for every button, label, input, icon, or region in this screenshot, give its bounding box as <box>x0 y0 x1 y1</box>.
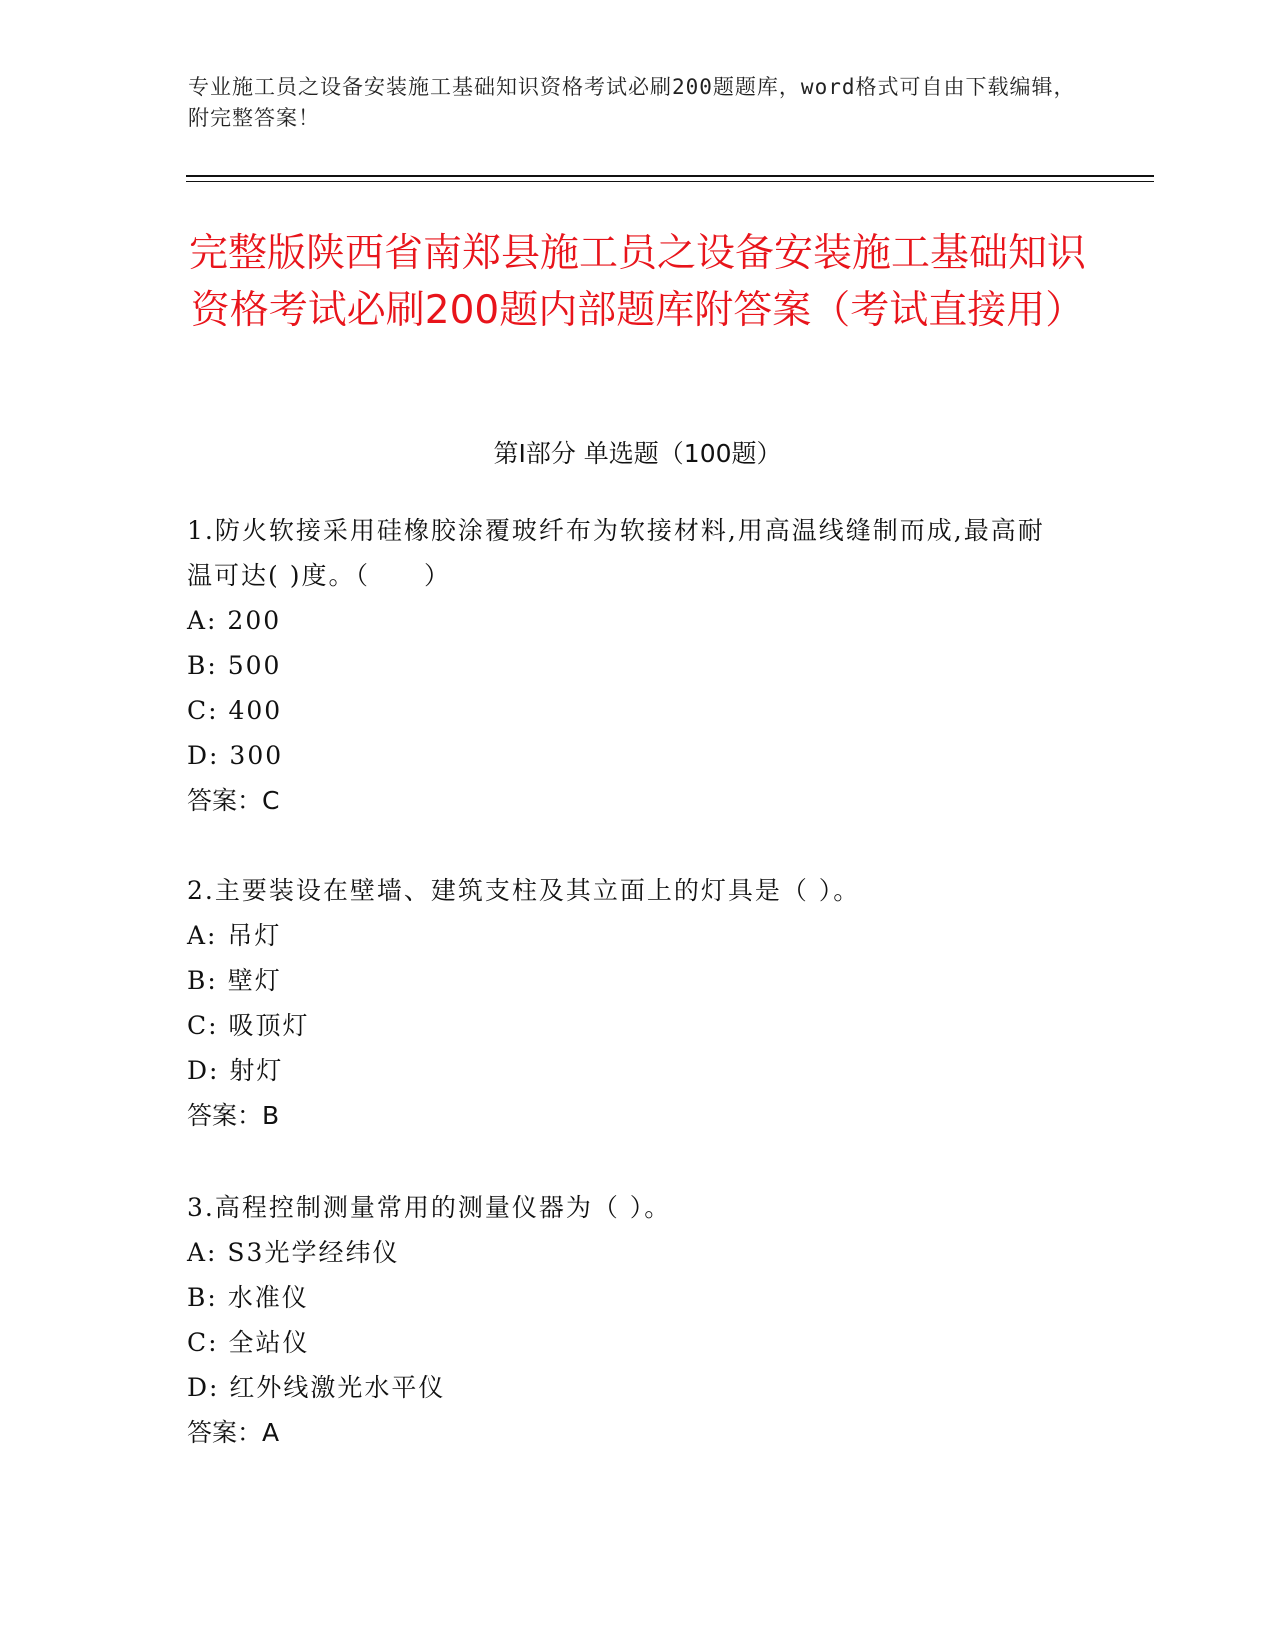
answer: 答案：B <box>187 1101 280 1130</box>
option-c: C: 全站仪 <box>187 1328 310 1357</box>
document-title: 完整版陕西省南郑县施工员之设备安装施工基础知识资格考试必刷200题内部题库附答案（考试直接用） <box>188 231 1086 333</box>
option-a: A: 吊灯 <box>187 921 282 950</box>
question-3 <box>187 1185 1067 1455</box>
section-title: 第Ⅰ部分 单选题（100题） <box>493 439 782 468</box>
answer: 答案：C <box>187 786 280 815</box>
answer: 答案：A <box>187 1418 280 1447</box>
option-b: B: 水准仪 <box>187 1283 309 1312</box>
option-d: D: 射灯 <box>187 1056 284 1085</box>
option-c: C: 400 <box>187 696 283 725</box>
question-stem: 3.高程控制测量常用的测量仪器为（ ）。 <box>187 1193 672 1222</box>
option-d: D: 300 <box>187 741 284 770</box>
option-b: B: 壁灯 <box>187 966 282 995</box>
option-a: A: 200 <box>187 606 282 635</box>
header-divider-thin <box>186 181 1154 182</box>
header-divider-thick <box>186 175 1154 177</box>
option-a: A: S3光学经纬仪 <box>187 1238 400 1267</box>
option-d: D: 红外线激光水平仪 <box>187 1373 446 1402</box>
question-1 <box>187 508 1067 823</box>
option-b: B: 500 <box>187 651 282 680</box>
header-note: 专业施工员之设备安装施工基础知识资格考试必刷200题题库，word格式可自由下载编辑，附完整答案！ <box>188 75 1076 130</box>
question-2 <box>187 868 1067 1138</box>
option-c: C: 吸顶灯 <box>187 1011 310 1040</box>
question-stem: 2.主要装设在壁墙、建筑支柱及其立面上的灯具是（ ）。 <box>187 876 861 905</box>
question-stem: 1.防火软接采用硅橡胶涂覆玻纤布为软接材料,用高温线缝制而成,最高耐温可达( )度。（ ） <box>187 516 1045 590</box>
